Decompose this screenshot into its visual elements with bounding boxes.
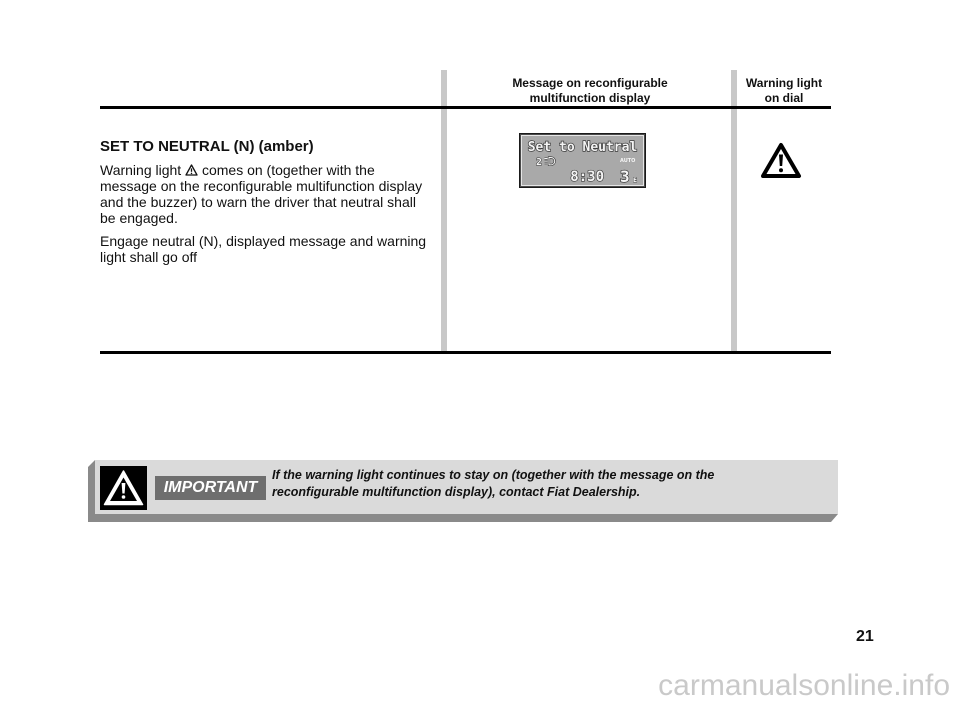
paragraph-text: comes on (together with the xyxy=(201,162,375,178)
column-divider-left xyxy=(441,70,447,352)
entry-title: SET TO NEUTRAL (N) (amber) xyxy=(100,138,314,155)
multifunction-display xyxy=(519,133,646,188)
warning-column-header xyxy=(734,76,834,106)
table-bottom-rule xyxy=(100,351,831,354)
page-number: 21 xyxy=(856,628,874,645)
action-paragraph xyxy=(100,233,438,265)
paragraph-line: Engage neutral (N), displayed message and warning xyxy=(100,233,427,249)
warning-triangle-icon xyxy=(185,164,198,176)
display-gear-mode: E xyxy=(633,177,638,184)
header-line: on dial xyxy=(764,91,804,105)
paragraph-line xyxy=(100,162,438,178)
important-label: IMPORTANT xyxy=(155,476,266,500)
headlight-level: 2 xyxy=(536,157,543,168)
paragraph-text: Warning light xyxy=(100,162,182,178)
paragraph-line: be engaged. xyxy=(100,210,178,226)
table-top-rule xyxy=(100,106,831,109)
header-line: Message on reconfigurable xyxy=(512,76,668,90)
warning-paragraph xyxy=(100,162,438,226)
paragraph-line: message on the reconfigurable multifunction display xyxy=(100,178,423,194)
display-gear: 3 xyxy=(620,167,630,186)
warning-triangle-icon xyxy=(760,141,802,179)
display-column-header xyxy=(470,76,710,106)
paragraph-line: light shall go off xyxy=(100,249,198,265)
important-text xyxy=(272,467,714,501)
paragraph-line: and the buzzer) to warn the driver that neutral shall xyxy=(100,194,416,210)
display-mode: AUTO xyxy=(620,158,636,164)
watermark: carmanualsonline.info xyxy=(658,669,950,702)
header-line: Warning light xyxy=(745,76,823,90)
header-line: multifunction display xyxy=(529,91,651,105)
display-message: Set to Neutral xyxy=(527,140,638,155)
column-divider-right xyxy=(731,70,737,352)
display-time: 8:30 xyxy=(570,169,604,185)
warning-triangle-icon xyxy=(100,466,147,510)
important-line: If the warning light continues to stay on (together with the message on the xyxy=(272,468,715,482)
important-line: reconfigurable multifunction display), contact Fiat Dealership. xyxy=(272,485,641,499)
entry-description xyxy=(100,137,438,265)
